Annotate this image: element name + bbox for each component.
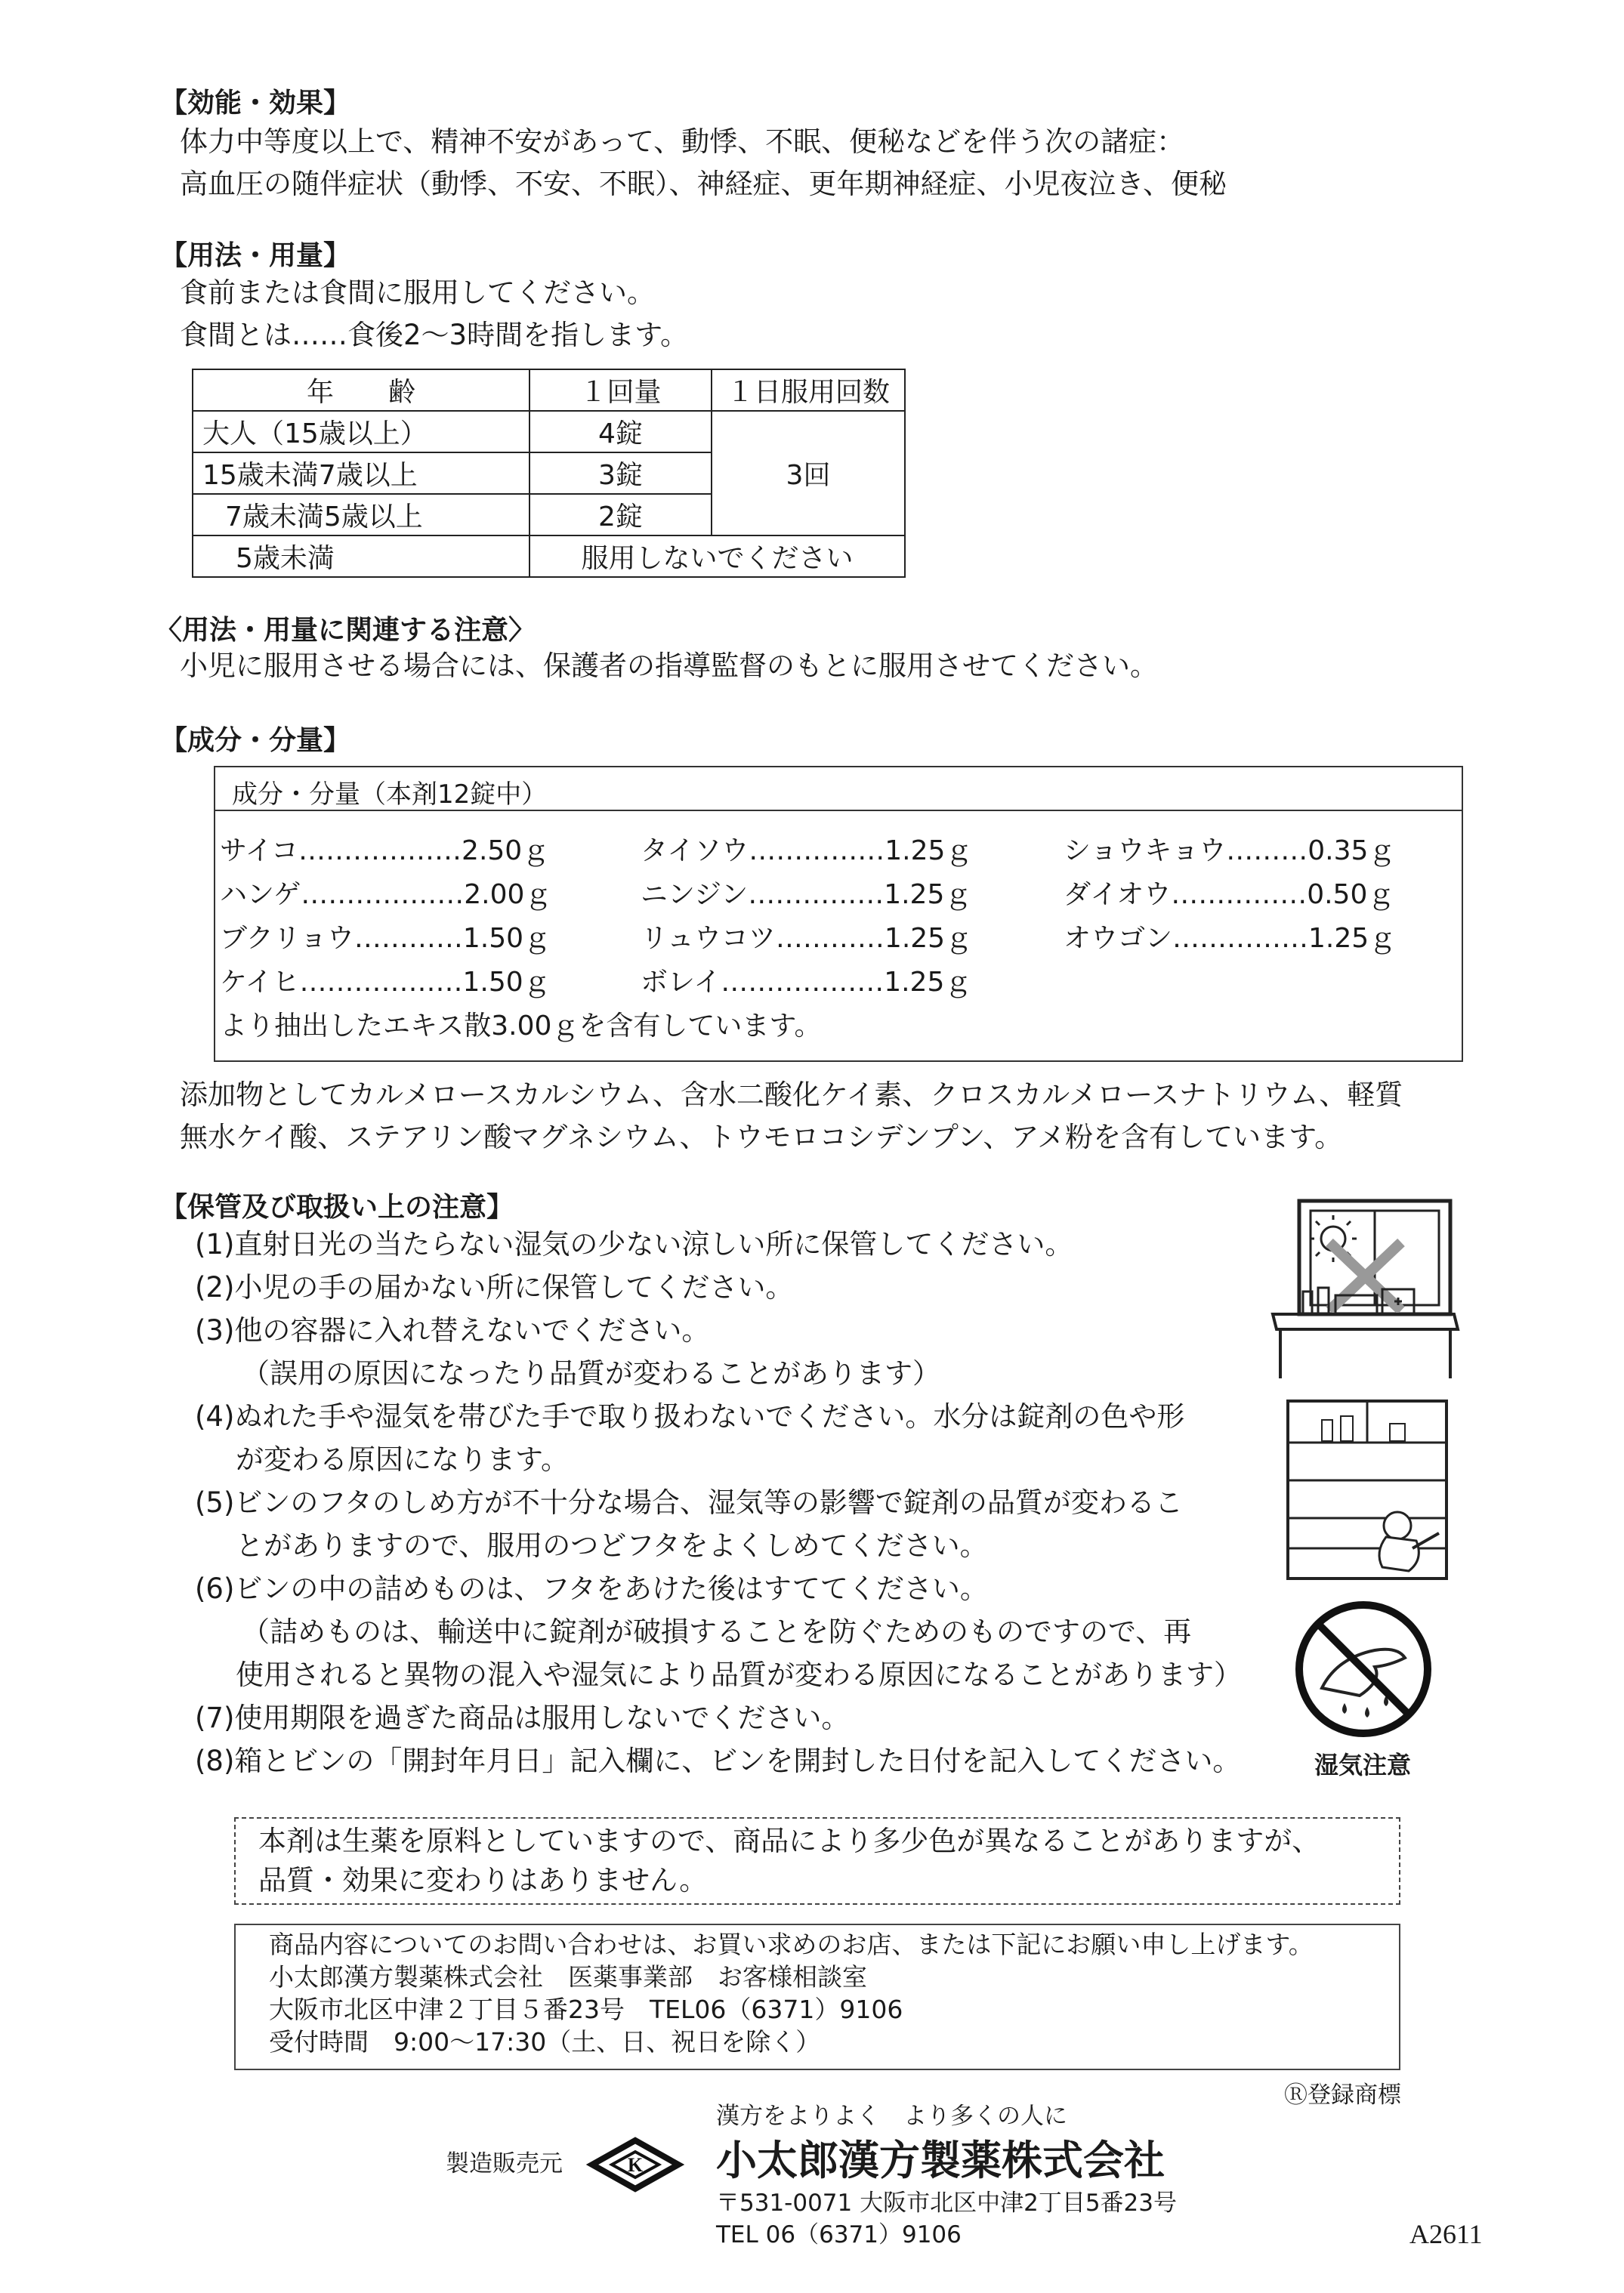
- table-header-row: [193, 369, 905, 411]
- age-cell: 15歳未満7歳以上: [193, 452, 529, 494]
- contact-line-1: 商品内容についてのお問い合わせは、お買い求めのお店、または下記にお願い申し上げます。: [269, 1930, 1314, 1959]
- company-logo: [586, 2134, 684, 2195]
- additives-line-2: 無水ケイ酸、ステアリン酸マグネシウム、トウモロコシデンプン、アメ粉を含有しています。: [180, 1121, 1343, 1153]
- storage-line: (5)ビンのフタのしめ方が不十分な場合、湿気等の影響で錠剤の品質が変わるこ: [195, 1486, 1183, 1519]
- storage-line: 使用されると異物の混入や湿気により品質が変わる原因になることがあります）: [236, 1659, 1242, 1691]
- ingredient-item: ダイオウ……………0.50ｇ: [1064, 879, 1395, 910]
- storage-heading: 【保管及び取扱い上の注意】: [160, 1192, 514, 1223]
- age-cell: 7歳未満5歳以上: [193, 494, 529, 535]
- dosage-table: [192, 369, 906, 578]
- ingredient-item: ショウキョウ………0.35ｇ: [1064, 835, 1396, 866]
- age-cell: 5歳未満: [193, 535, 529, 577]
- table-row: [193, 411, 905, 452]
- ingredient-item: ハンゲ………………2.00ｇ: [220, 879, 552, 910]
- ingredient-item: サイコ………………2.50ｇ: [220, 835, 550, 866]
- table-row: [193, 535, 905, 577]
- trademark-note: Ⓡ登録商標: [1284, 2082, 1401, 2109]
- ingredient-item: リュウコツ…………1.25ｇ: [641, 923, 973, 954]
- storage-line: （誤用の原因になったり品質が変わることがあります）: [242, 1357, 940, 1390]
- storage-line: (6)ビンの中の詰めものは、フタをあけた後はすててください。: [195, 1572, 988, 1605]
- effects-heading: 【効能・効果】: [160, 88, 351, 119]
- no-wet-hands-icon: [1292, 1597, 1435, 1741]
- contact-line-2: 小太郎漢方製薬株式会社 医薬事業部 お客様相談室: [269, 1962, 867, 1992]
- times-cell: 3回: [712, 411, 905, 535]
- logo-letter: K: [627, 2154, 644, 2176]
- company-tel: TEL 06（6371）9106: [716, 2221, 962, 2248]
- moisture-caution-label: 湿気注意: [1314, 1751, 1412, 1779]
- ingredients-box: [214, 766, 1463, 1062]
- contact-box: [234, 1924, 1400, 2070]
- usage-notes-line: 小児に服用させる場合には、保護者の指導監督のもとに服用させてください。: [180, 650, 1158, 682]
- child-reach-icon: [1284, 1397, 1465, 1586]
- additives-line-1: 添加物としてカルメロースカルシウム、含水二酸化ケイ素、クロスカルメロースナトリウム、軽質: [180, 1079, 1403, 1111]
- ingredients-heading: 【成分・分量】: [160, 725, 351, 756]
- storage-line: (3)他の容器に入れ替えないでください。: [195, 1314, 710, 1347]
- sunlight-storage-icon: [1269, 1197, 1465, 1386]
- company-slogan: 漢方をよりよく より多くの人に: [716, 2103, 1067, 2130]
- ingredient-item: オウゴン……………1.25ｇ: [1064, 923, 1397, 954]
- dose-cell: 4錠: [529, 411, 712, 452]
- usage-line-1: 食前または食間に服用してください。: [180, 276, 655, 309]
- ingredient-item: ボレイ………………1.25ｇ: [641, 967, 972, 998]
- ingredients-box-title: 成分・分量（本剤12錠中）: [232, 779, 548, 810]
- storage-line: (7)使用期限を過ぎた商品は服用しないでください。: [195, 1702, 850, 1734]
- dose-cell: 2錠: [529, 494, 712, 535]
- age-cell: 大人（15歳以上）: [193, 411, 529, 452]
- contact-line-4: 受付時間 9:00〜17:30（土、日、祝日を除く）: [269, 2027, 821, 2057]
- dose-header: １回量: [529, 369, 712, 411]
- ingredients-footer: より抽出したエキス散3.00ｇを含有しています。: [220, 1011, 822, 1042]
- ingredient-item: タイソウ……………1.25ｇ: [641, 835, 973, 866]
- dose-cell: 3錠: [529, 452, 712, 494]
- company-address: 〒531-0071 大阪市北区中津2丁目5番23号: [716, 2190, 1177, 2217]
- storage-line: とがありますので、服用のつどフタをよくしめてください。: [236, 1529, 988, 1562]
- storage-line: （詰めものは、輸送中に錠剤が破損することを防ぐためのものですので、再: [242, 1616, 1192, 1648]
- notice-line-2: 品質・効果に変わりはありません。: [258, 1864, 708, 1896]
- times-header: １日服用回数: [712, 369, 905, 411]
- company-name: 小太郎漢方製薬株式会社: [716, 2136, 1165, 2184]
- ingredient-item: ブクリョウ…………1.50ｇ: [220, 923, 551, 954]
- notice-line-1: 本剤は生薬を原料としていますので、商品により多少色が異なることがありますが、: [258, 1825, 1320, 1857]
- document-code: A2611: [1409, 2219, 1483, 2249]
- ingredient-item: ケイヒ………………1.50ｇ: [220, 967, 551, 998]
- age-header: 年 齢: [193, 369, 529, 411]
- effects-line-1: 体力中等度以上で、精神不安があって、動悸、不眠、便秘などを伴う次の諸症：: [180, 125, 1185, 158]
- usage-notes-heading: 〈用法・用量に関連する注意〉: [155, 615, 536, 646]
- usage-heading: 【用法・用量】: [160, 240, 351, 271]
- storage-line: (4)ぬれた手や湿気を帯びた手で取り扱わないでください。水分は錠剤の色や形: [195, 1400, 1185, 1433]
- effects-line-2: 高血圧の随伴症状（動悸、不安、不眠）、神経症、更年期神経症、小児夜泣き、便秘: [180, 168, 1227, 200]
- not-for-use-cell: 服用しないでください: [529, 535, 905, 577]
- maker-label: 製造販売元: [446, 2150, 563, 2177]
- usage-line-2: 食間とは……食後2〜3時間を指します。: [180, 319, 689, 351]
- storage-line: (1)直射日光の当たらない湿気の少ない涼しい所に保管してください。: [195, 1228, 1073, 1261]
- ingredient-item: ニンジン……………1.25ｇ: [641, 879, 972, 910]
- storage-line: (8)箱とビンの「開封年月日」記入欄に、ビンを開封した日付を記入してください。: [195, 1745, 1241, 1777]
- notice-box: [234, 1817, 1400, 1905]
- storage-line: (2)小児の手の届かない所に保管してください。: [195, 1271, 794, 1304]
- ingredients-box-header: [215, 767, 1462, 811]
- contact-line-3: 大阪市北区中津２丁目５番23号 TEL06（6371）9106: [269, 1995, 903, 2024]
- storage-line: が変わる原因になります。: [236, 1443, 570, 1476]
